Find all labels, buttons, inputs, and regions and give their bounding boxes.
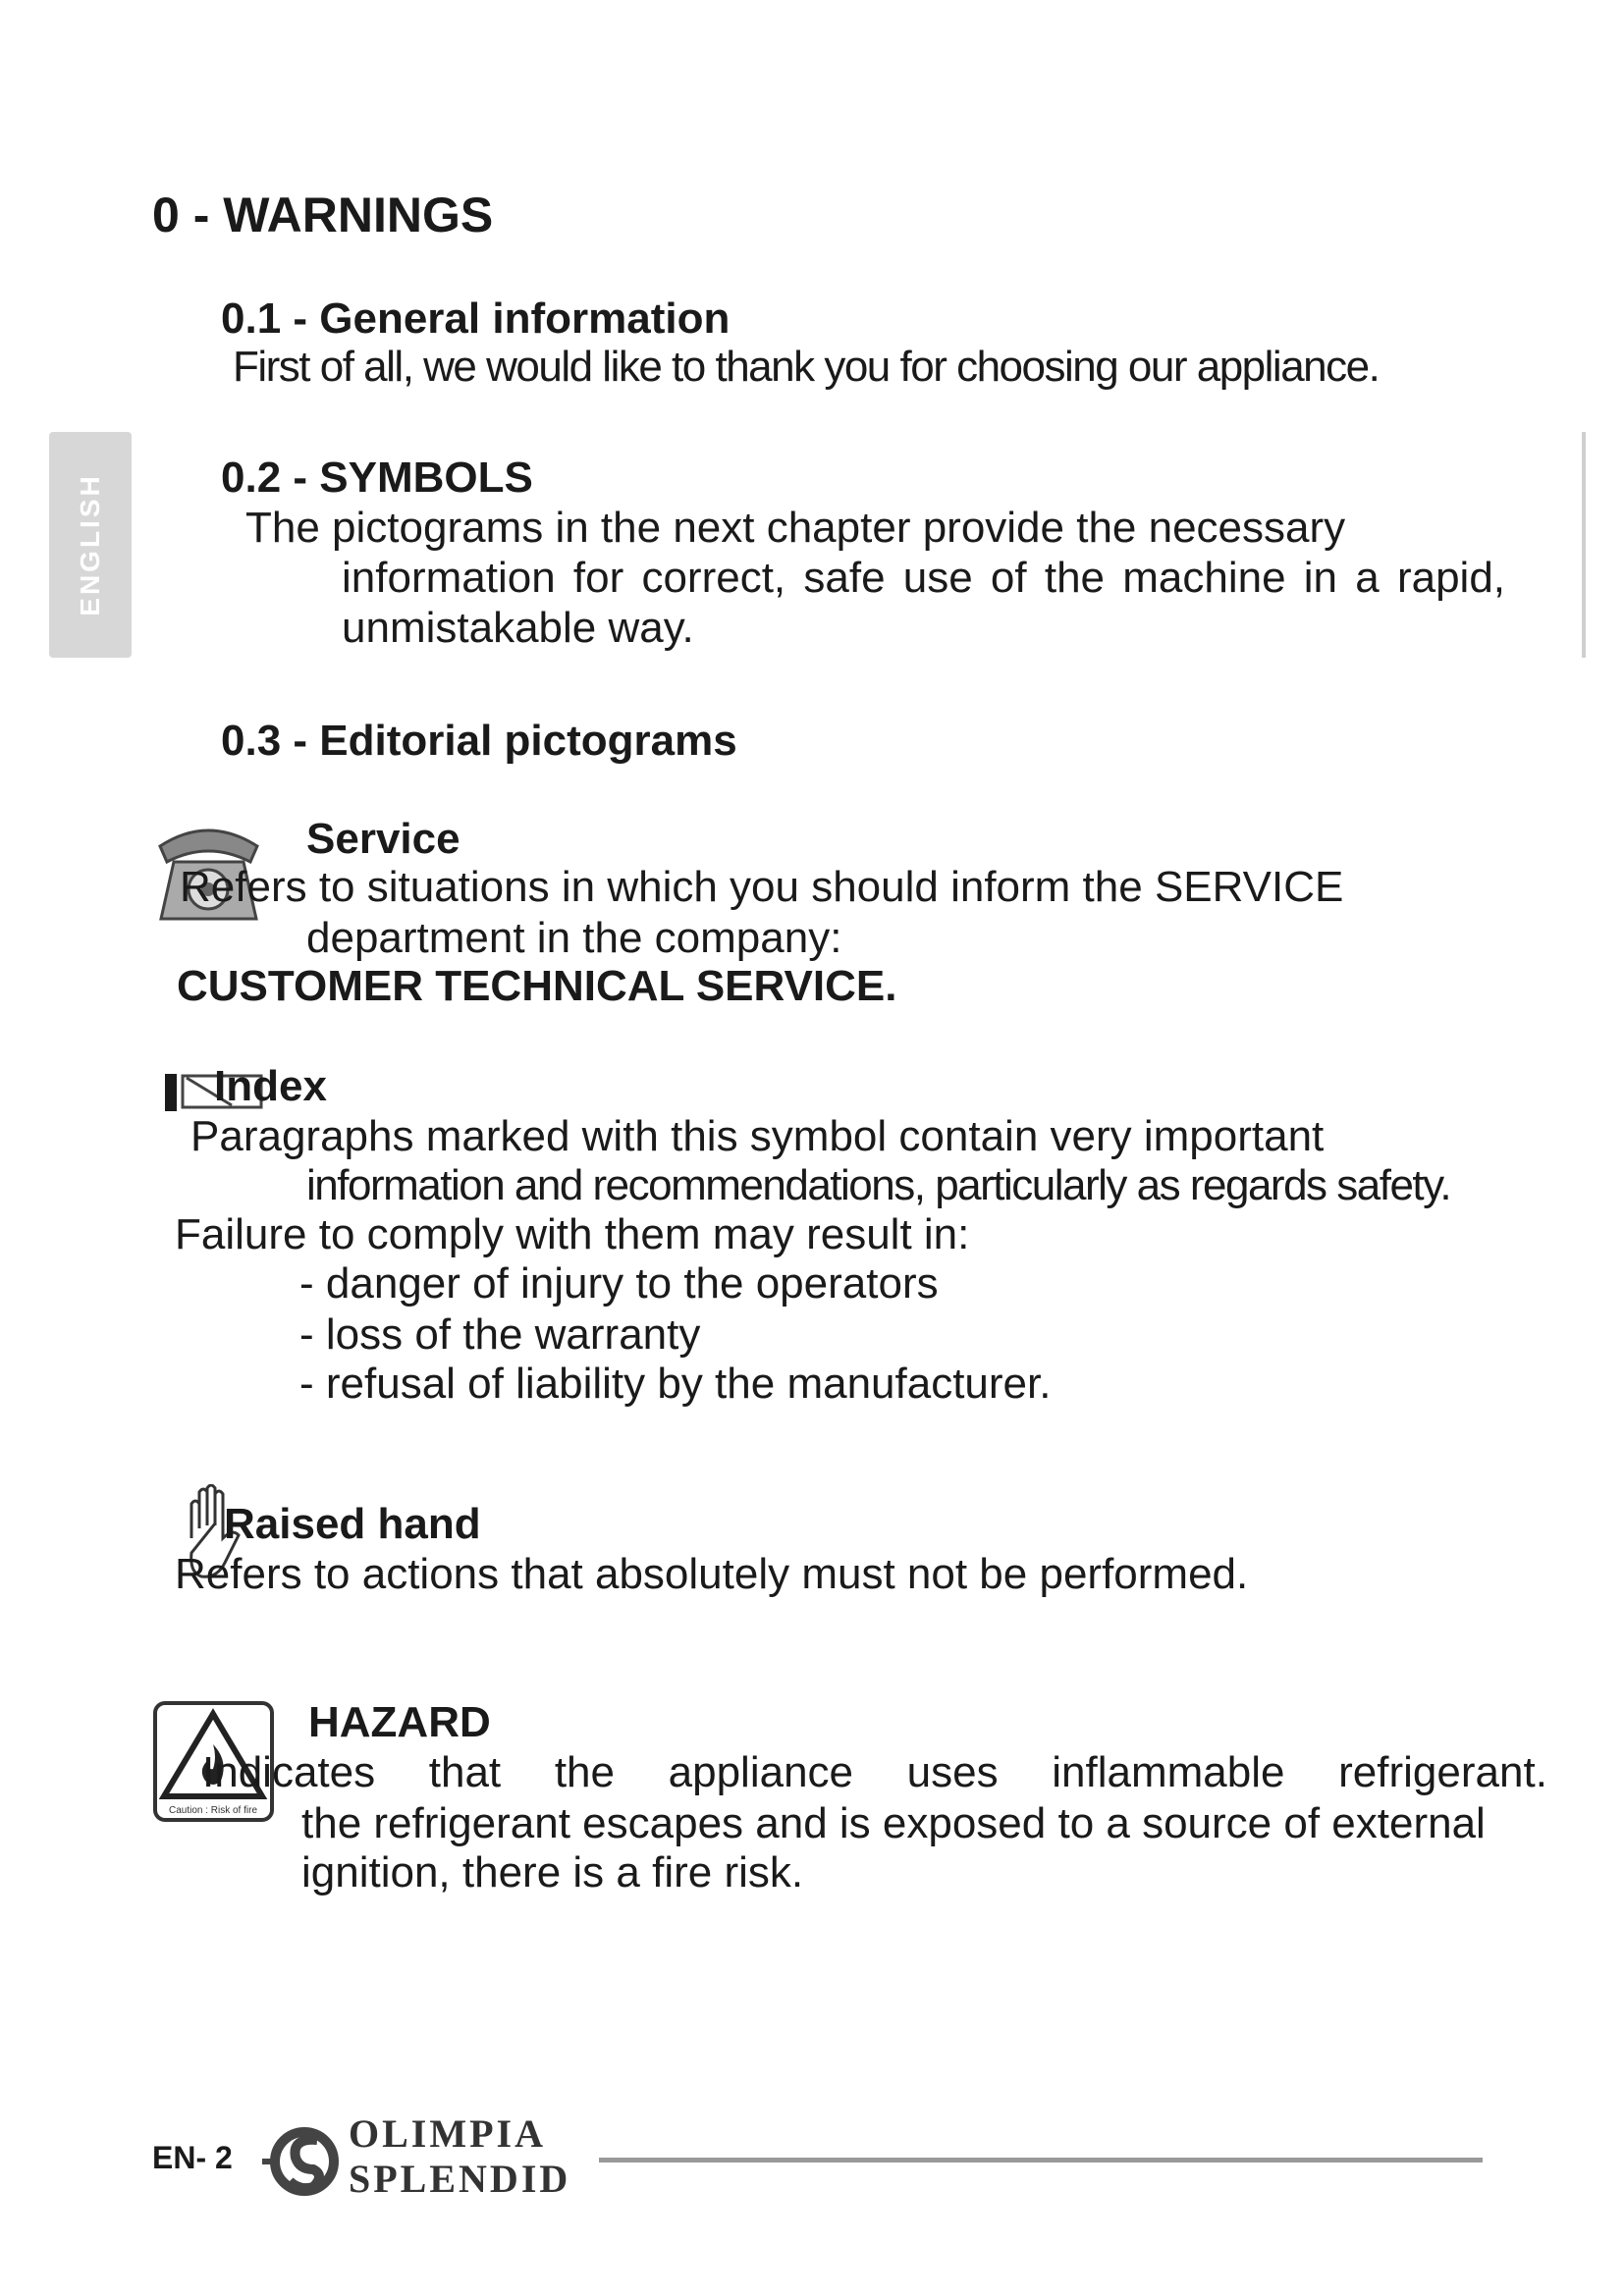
hazard-text-line1 — [202, 1747, 1547, 1798]
page-title: 0 - WARNINGS — [152, 187, 494, 242]
customer-technical-service-label: CUSTOMER TECHNICAL SERVICE. — [177, 962, 897, 1010]
service-title: Service — [306, 815, 460, 863]
raised-hand-title: Raised hand — [224, 1500, 481, 1548]
page-number: EN- 2 — [152, 2140, 233, 2175]
general-information-text: First of all, we would like to thank you for choosing our appliance. — [233, 343, 1380, 391]
hazard-word: the — [554, 1748, 615, 1796]
symbols-text-line3: unmistakable way. — [342, 604, 694, 652]
index-bullet-2: - loss of the warranty — [299, 1310, 701, 1359]
service-text-line1: Refers to situations in which you should inform the SERVICE — [180, 863, 1344, 911]
service-text-line2: department in the company: — [306, 914, 842, 962]
index-text-line2: information and recommendations, particularly as regards safety. — [306, 1161, 1451, 1209]
index-bullet-3: - refusal of liability by the manufacturer. — [299, 1360, 1052, 1408]
hazard-word: that — [428, 1748, 502, 1796]
hazard-word: inflammable — [1052, 1748, 1285, 1796]
section-heading-editorial-pictograms: 0.3 - Editorial pictograms — [221, 717, 737, 765]
fire-hazard-icon-caption: Caution : Risk of fire — [168, 1805, 258, 1816]
language-label: ENGLISH — [75, 473, 105, 616]
hazard-word: uses — [906, 1748, 999, 1796]
section-heading-general-information: 0.1 - General information — [221, 294, 731, 343]
logo-text-splendid: SPLENDID — [349, 2157, 571, 2201]
raised-hand-text: Refers to actions that absolutely must not be performed. — [175, 1550, 1249, 1598]
language-side-tab — [49, 432, 132, 658]
footer-rule — [599, 2158, 1483, 2163]
hazard-text-line3: ignition, there is a fire risk. — [301, 1848, 804, 1896]
olimpia-splendid-logo-mark — [260, 2120, 349, 2203]
hazard-word: appliance — [668, 1748, 854, 1796]
hazard-title: HAZARD — [308, 1698, 491, 1746]
section-heading-symbols: 0.2 - SYMBOLS — [221, 454, 533, 502]
index-text-line1: Paragraphs marked with this symbol contain very important — [190, 1112, 1325, 1160]
hazard-word: Indicates — [202, 1748, 376, 1796]
hazard-text-line2: the refrigerant escapes and is exposed to a source of external — [301, 1799, 1486, 1847]
symbols-text-line1: The pictograms in the next chapter provide the necessary — [245, 504, 1346, 552]
hazard-word: refrigerant. — [1338, 1748, 1547, 1796]
index-title: Index — [214, 1062, 327, 1110]
symbols-text-line2: information for correct, safe use of the machine in a rapid, — [342, 554, 1506, 602]
index-text-line3: Failure to comply with them may result in: — [175, 1210, 970, 1258]
index-bullet-1: - danger of injury to the operators — [299, 1259, 939, 1308]
right-margin-rule — [1582, 432, 1586, 658]
logo-text-olimpia: OLIMPIA — [349, 2111, 546, 2156]
